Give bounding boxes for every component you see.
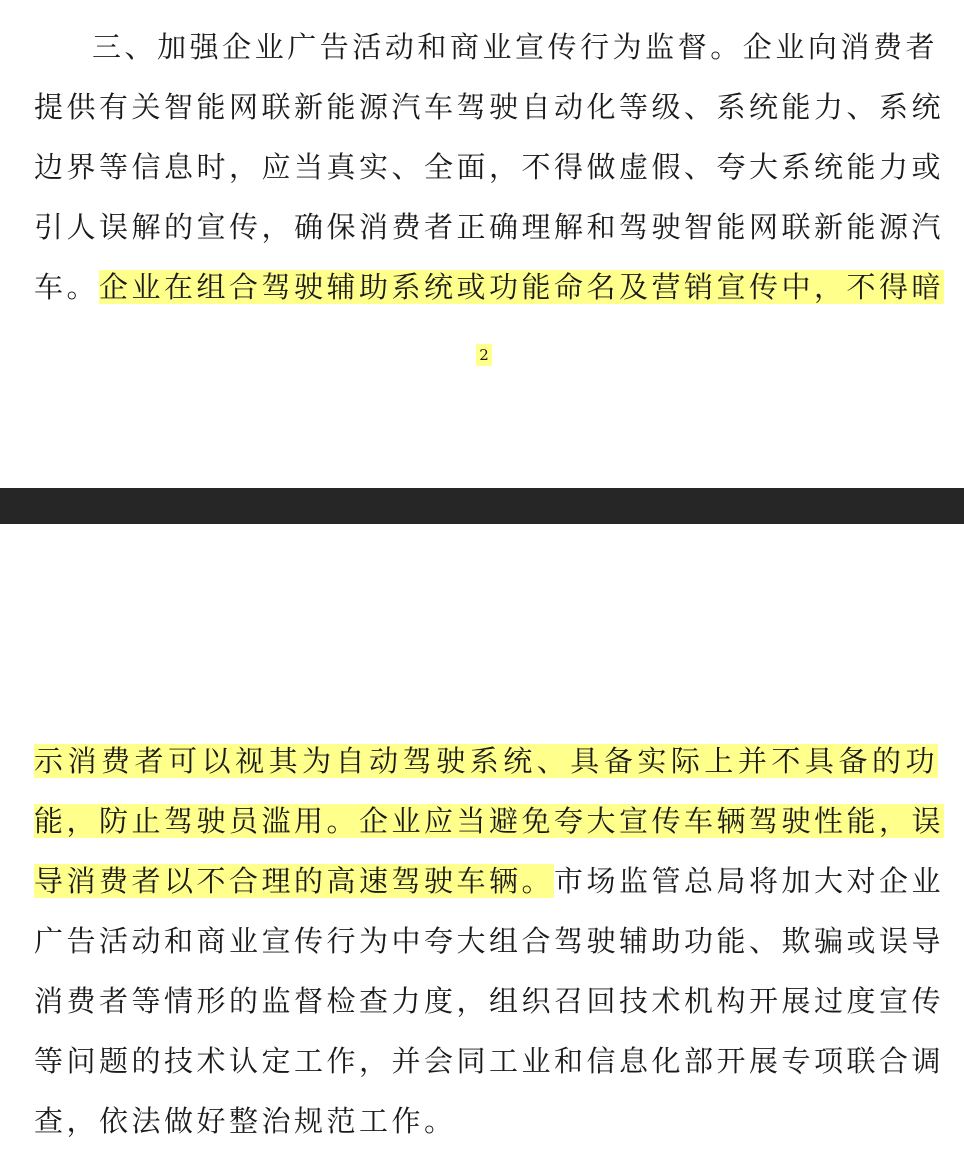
document-page-bottom — [0, 524, 964, 1158]
text-line — [34, 731, 938, 791]
document-page-top — [0, 0, 964, 488]
text-line — [34, 257, 945, 317]
text-run: 等问题的技术认定工作，并会同工业和信息化部开展专项联合调 — [34, 1044, 945, 1078]
text-line — [34, 197, 945, 257]
text-line — [34, 77, 945, 137]
text-line — [34, 137, 945, 197]
highlighted-text: 示消费者可以视其为自动驾驶系统、具备实际上并不具备的功 — [34, 744, 938, 778]
highlighted-text: 企业在组合驾驶辅助系统或功能命名及营销宣传中，不得暗 — [99, 270, 945, 304]
text-run: 提供有关智能网联新能源汽车驾驶自动化等级、系统能力、系统 — [34, 90, 945, 124]
page-number: 2 — [476, 344, 492, 366]
page-separator — [0, 488, 964, 524]
text-run: 三、加强企业广告活动和商业宣传行为监督。企业向消费者 — [92, 30, 938, 64]
highlighted-text: 导消费者以不合理的高速驾驶车辆。 — [34, 864, 555, 898]
text-line — [34, 791, 945, 851]
text-line — [34, 17, 938, 77]
text-run: 车。 — [34, 270, 100, 304]
text-line — [34, 1031, 945, 1091]
text-line — [34, 1091, 938, 1151]
text-line — [34, 851, 945, 911]
text-line — [34, 911, 945, 971]
highlighted-text: 能，防止驾驶员滥用。企业应当避免夸大宣传车辆驾驶性能，误 — [34, 804, 945, 838]
text-line — [34, 971, 945, 1031]
text-run: 边界等信息时，应当真实、全面，不得做虚假、夸大系统能力或 — [34, 150, 945, 184]
text-run: 查，依法做好整治规范工作。 — [34, 1104, 457, 1138]
text-run: 市场监管总局将加大对企业 — [554, 864, 945, 898]
text-run: 引人误解的宣传，确保消费者正确理解和驾驶智能网联新能源汽 — [34, 210, 945, 244]
text-run: 广告活动和商业宣传行为中夸大组合驾驶辅助功能、欺骗或误导 — [34, 924, 945, 958]
text-run: 消费者等情形的监督检查力度，组织召回技术机构开展过度宣传 — [34, 984, 945, 1018]
